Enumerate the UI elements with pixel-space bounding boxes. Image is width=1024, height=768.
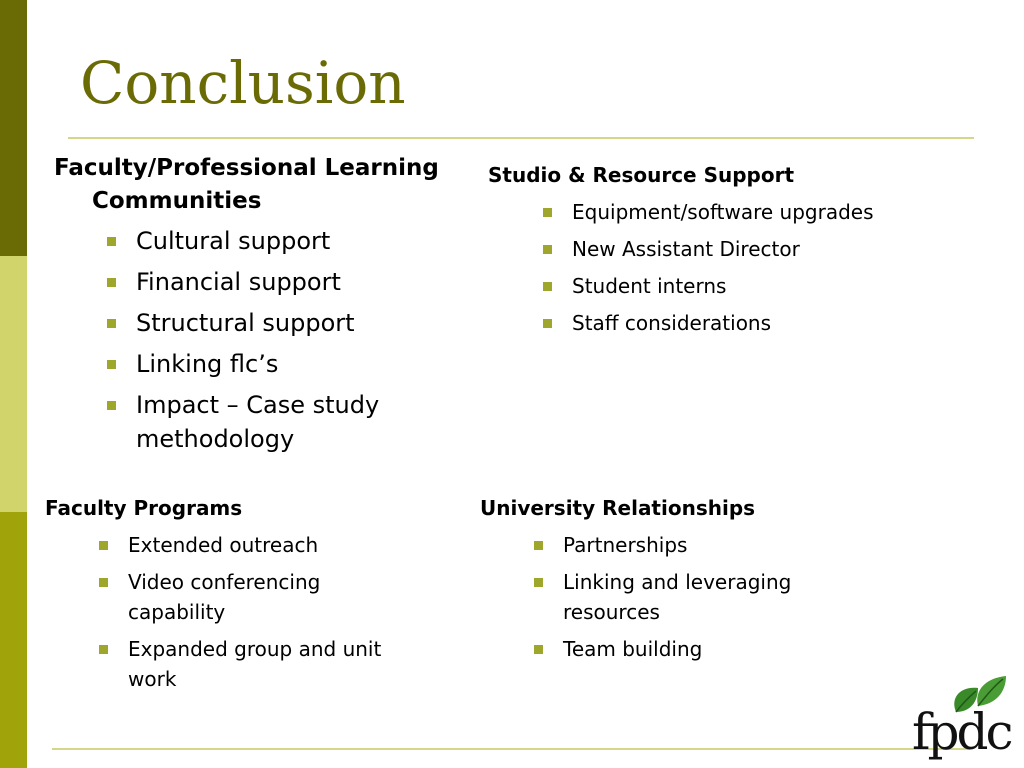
list-item [136, 265, 464, 299]
footer-divider [52, 748, 970, 750]
list-item [136, 347, 464, 381]
square-bullet-icon [99, 541, 108, 550]
bullet-list [54, 224, 464, 456]
square-bullet-icon [107, 319, 116, 328]
list-item-text: Equipment/software upgrades [572, 200, 874, 224]
section-university-relationships [480, 493, 900, 671]
square-bullet-icon [543, 319, 552, 328]
logo-wordmark: fpdc [912, 703, 1011, 761]
slide-title: Conclusion [80, 49, 406, 117]
list-item-text: Linking flc’s [136, 350, 279, 378]
square-bullet-icon [99, 645, 108, 654]
square-bullet-icon [107, 237, 116, 246]
left-band-middle [0, 256, 27, 512]
list-item [563, 530, 900, 560]
section-heading: Studio & Resource Support [488, 163, 795, 187]
list-item [563, 567, 900, 627]
list-item [128, 634, 445, 694]
title-divider [68, 137, 974, 139]
list-item-text: Extended outreach [128, 533, 319, 557]
section-learning-communities [54, 152, 464, 463]
list-item-text: Impact – Case study methodology [136, 391, 380, 453]
list-item-text: Cultural support [136, 227, 331, 255]
square-bullet-icon [107, 360, 116, 369]
section-studio-resource-support [488, 160, 988, 345]
list-item [136, 224, 464, 258]
section-heading: University Relationships [480, 496, 756, 520]
square-bullet-icon [543, 245, 552, 254]
square-bullet-icon [107, 278, 116, 287]
list-item-text: Linking and leveraging resources [563, 570, 792, 624]
square-bullet-icon [99, 578, 108, 587]
square-bullet-icon [107, 401, 116, 410]
list-item-text: Financial support [136, 268, 341, 296]
list-item [128, 567, 445, 627]
section-faculty-programs [45, 493, 445, 701]
fpdc-logo [908, 672, 1024, 768]
list-item [136, 388, 464, 456]
left-band-bottom [0, 512, 27, 768]
square-bullet-icon [534, 578, 543, 587]
list-item [572, 271, 988, 301]
list-item-text: Video conferencing capability [128, 570, 321, 624]
list-item-text: Structural support [136, 309, 355, 337]
list-item [572, 234, 988, 264]
square-bullet-icon [534, 645, 543, 654]
list-item [572, 308, 988, 338]
section-heading: Faculty/Professional Learning Communities [54, 155, 439, 214]
bullet-list [45, 530, 445, 694]
list-item-text: Partnerships [563, 533, 688, 557]
square-bullet-icon [534, 541, 543, 550]
list-item [572, 197, 988, 227]
bullet-list [480, 530, 900, 664]
list-item [136, 306, 464, 340]
section-heading: Faculty Programs [45, 496, 243, 520]
list-item-text: Staff considerations [572, 311, 772, 335]
left-band-top [0, 0, 27, 256]
square-bullet-icon [543, 208, 552, 217]
list-item-text: Expanded group and unit work [128, 637, 382, 691]
list-item-text: Team building [563, 637, 703, 661]
bullet-list [488, 197, 988, 338]
list-item [563, 634, 900, 664]
square-bullet-icon [543, 282, 552, 291]
list-item [128, 530, 445, 560]
list-item-text: Student interns [572, 274, 727, 298]
list-item-text: New Assistant Director [572, 237, 800, 261]
